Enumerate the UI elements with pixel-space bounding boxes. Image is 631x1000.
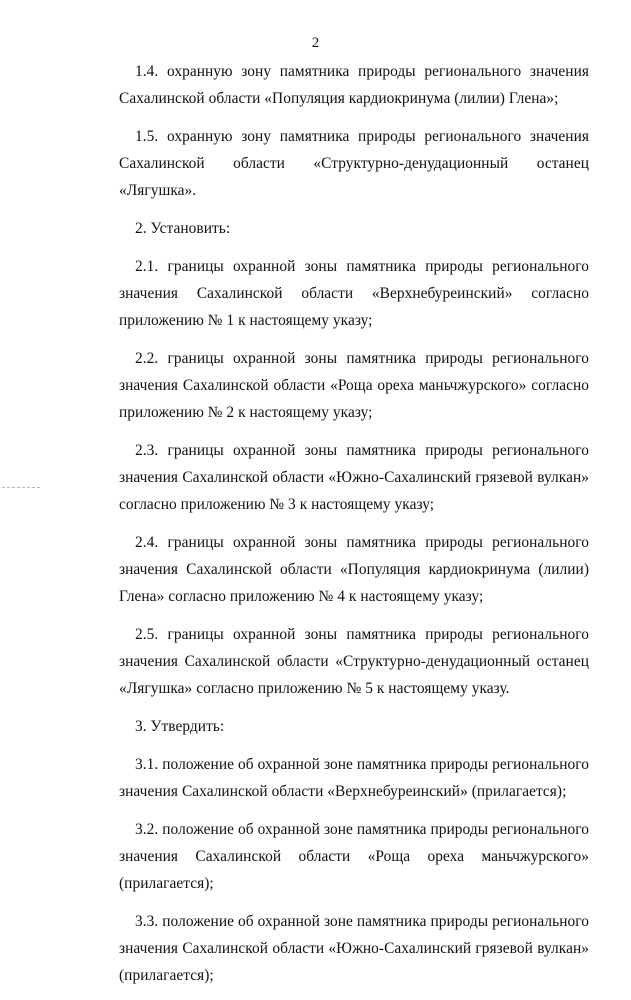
paragraph-2-3: 2.3. границы охранной зоны памятника природы регионального значения Сахалинской области «Южно-Сахалинский грязевой вулкан» согласно приложению № 3 к настоящему указу; — [119, 442, 589, 513]
paragraph-2-5: 2.5. границы охранной зоны памятника природы регионального значения Сахалинской области «Структурно-денудационный останец «Лягушка» согласно приложению № 5 к настоящему указу. — [119, 626, 589, 697]
page-number: 2 — [311, 35, 320, 51]
paragraph-2-1: 2.1. границы охранной зоны памятника природы регионального значения Сахалинской области «Верхнебуреинский» согласно приложению № 1 к настоящему указу; — [119, 258, 589, 329]
section-3-heading: 3. Утвердить: — [135, 718, 225, 735]
paragraph-3-3: 3.3. положение об охранной зоне памятника природы регионального значения Сахалинской области «Южно-Сахалинский грязевой вулкан» (прилагается); — [119, 913, 589, 984]
paragraph-3-2: 3.2. положение об охранной зоне памятника природы регионального значения Сахалинской области «Роща ореха маньчжурского» (прилагается); — [119, 821, 589, 892]
document-body — [119, 58, 589, 1000]
section-2-heading: 2. Установить: — [135, 220, 231, 237]
scan-margin-mark — [2, 487, 40, 488]
paragraph-1-5: 1.5. охранную зону памятника природы регионального значения Сахалинской области «Структурно-денудационный останец «Лягушка». — [119, 128, 589, 199]
paragraph-1-4: 1.4. охранную зону памятника природы регионального значения Сахалинской области «Популяция кардиокринума (лилии) Глена»; — [119, 63, 589, 107]
paragraph-2-4: 2.4. границы охранной зоны памятника природы регионального значения Сахалинской области «Популяция кардиокринума (лилии) Глена» согласно приложению № 4 к настоящему указу; — [119, 534, 589, 605]
paragraph-2-2: 2.2. границы охранной зоны памятника природы регионального значения Сахалинской области «Роща ореха маньчжурского» согласно приложению № 2 к настоящему указу; — [119, 350, 589, 421]
paragraph-3-1: 3.1. положение об охранной зоне памятника природы регионального значения Сахалинской области «Верхнебуреинский» (прилагается); — [119, 756, 589, 800]
